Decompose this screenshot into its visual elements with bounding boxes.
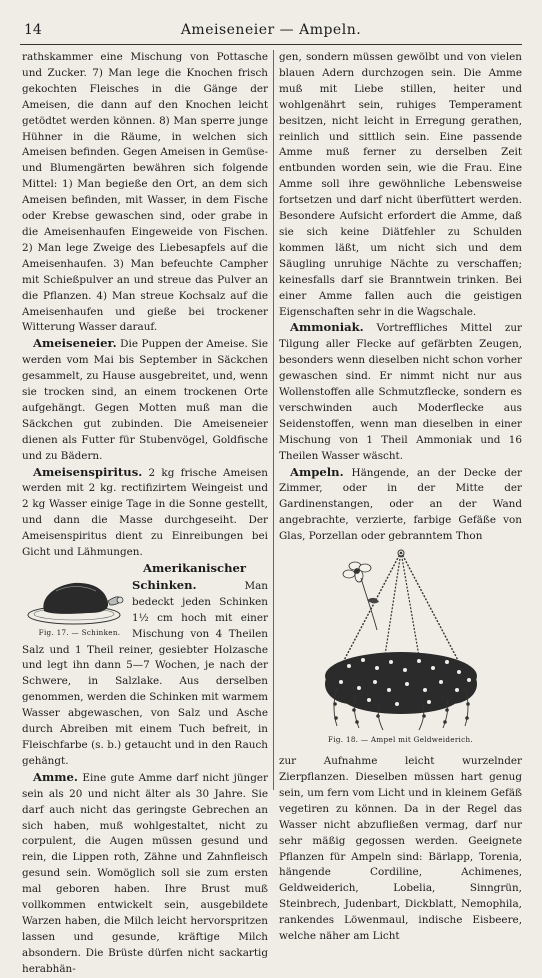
entry-text: zur Aufnahme leicht wurzelnder Zierpflanzen. Dieselben müssen hart genug sein, um fern vom Licht und in kleinem Gefäß vegetiren zu können. Da in der Regel das Wasser nicht abzufließen vermag, darf nur sehr mäßig gegossen werden. Geeignete Pflanzen für Ampeln sind: Bärlapp, Torenia, hängende Cordiline, Achimenes, Geldweiderich, Lobelia, Sinngrün, Steinbrech, Judenbart, Dickblatt, Nemophila, rankendes Löwenmaul, indische Eisbeere, welche näher am Licht <box>279 755 522 943</box>
figure-18 <box>279 548 522 750</box>
entry-text: Die Puppen der Ameise. Sie werden vom Mai bis September in Säckchen gesammelt, zu Hause ausgebreitet, und, wenn sie trocken sind, an einem trockenen Orte aufgehängt. Gegen Motten muß man die Säckchen gut zubinden. Die Ameiseneier dienen als Futter für Stubenvögel, Goldfische und zu Bädern. <box>22 338 268 462</box>
entry-headword: Ameiseneier. <box>33 336 117 351</box>
entry-headword: Amme. <box>33 769 78 784</box>
figure-caption: Fig. 17. — Schinken. <box>38 628 121 638</box>
page-header <box>20 18 522 45</box>
entry-text: gen, sondern müssen gewölbt und von vielen blauen Adern durchzogen sein. Die Amme muß mit Liebe stillen, heiter und wohlgenährt sein, ruhiges Temperament besitzen, nicht leicht in Erregung gerathen, reinlich und sittlich sein. Eine passende Amme muß ferner zu derselben Zeit entbunden worden sein, wie die Frau. Eine Amme soll ihre gewöhnliche Lebensweise fortsetzen und darf nicht überfüttert werden. Besondere Aufsicht erfordert die Amme, daß sie sich keine Diätfehler zu Schulden kommen läßt, um nicht sich und dem Säugling unruhige Nächte zu verschaffen; keinesfalls darf sie Branntwein trinken. Bei einer Amme fallen auch die geistigen Eigenschaften sehr in die Wagschale. <box>279 51 522 318</box>
entry-text: Eine gute Amme darf nicht jünger sein als 20 und nicht älter als 30 Jahre. Sie darf auch nicht das geringste Gebrechen an sich haben, muß wohlgestaltet, nicht zu corpulent, die Augen müssen gesund und rein, die Lippen roth, Zähne und Zahnfleisch gesund sein. Womöglich soll sie zum ersten mal geboren haben. Ihre Brust muß vollkommen entwickelt sein, ausgebildete Warzen haben, die Milch leicht hervorspritzen lassen und gesunde, kräftige Milch absondern. Die Brüste dürfen nicht sackartig herabhän- <box>22 771 268 975</box>
column-divider <box>273 50 274 790</box>
entry-headword: Amerikanischer Schinken. <box>132 561 247 592</box>
entry-ampeln-cont <box>279 754 522 945</box>
entry-schinken <box>22 561 268 770</box>
figure-17 <box>22 563 126 641</box>
entry-ameisenspiritus <box>22 465 268 561</box>
entry-ampeln <box>279 465 522 546</box>
entry-text: Man bedeckt jeden Schinken 1½ cm hoch mit einer Mischung von 4 Theilen Salz und 1 Theil reiner, gesiebter Holzasche und legt ihn dann 5—7 Wochen, je nach der Schwere, in Salzlake. Aus derselben genommen, werden die Schinken mit warmem Wasser abgewaschen, von Salz und Asche durch Abreiben mit einem Tuch befreit, in Fleischfarbe (s. b.) getaucht und in den Rauch gehängt. <box>22 579 268 767</box>
ham-illustration <box>22 563 126 629</box>
right-column <box>279 50 522 945</box>
entry-amme-cont <box>279 50 522 320</box>
entry-text: Hängende, an der Decke der Zimmer, oder in der Mitte der Gardinenstangen, oder an der Wand angebrachte, verzierte, farbige Gefäße von Glas, Porzellan oder gebranntem Thon <box>279 466 522 543</box>
entry-text: 2 kg frische Ameisen werden mit 2 kg. rectifizirtem Weingeist und 2 kg Wasser einige Tage in die Sonne gestellt, und dann die Masse durchgeseiht. Der Ameisenspiritus dient zu Einreibungen bei Gicht und Lähmungen. <box>22 466 268 559</box>
entry-ammoniak <box>279 320 522 464</box>
entry-text: rathskammer eine Mischung von Pottasche und Zucker. 7) Man lege die Knochen frisch gekochten Fleisches in die Gänge der Ameisen, die dann auf den Knochen leicht getödtet werden können. 8) Man sperre junge Hühner in die Räume, in welchen sich Ameisen befinden. Gegen Ameisen in Gemüse- und Blumengärten bewähren sich folgende Mittel: 1) Man begieße den Ort, an dem sich Ameisen befinden, mit Wasser, in dem Fische oder Krebse gewaschen sind, oder grabe in die Ameisenhaufen Eingeweide von Fischen. 2) Man lege Zweige des Liebesapfels auf die Ameisenhaufen. 3) Man befeuchte Campher mit Schießpulver an und streue das Pulver an die Pflanzen. 4) Man streue Kochsalz auf die Ameisenhaufen und gieße bei trockener Witterung Wasser darauf. <box>22 51 268 334</box>
running-head: Ameiseneier — Ampeln. <box>180 22 362 38</box>
entry-ameiseneier <box>22 336 268 464</box>
entry-headword: Ameisenspiritus. <box>33 464 143 479</box>
figure-caption: Fig. 18. — Ampel mit Geldweiderich. <box>327 735 473 745</box>
hanging-basket-illustration <box>279 548 522 736</box>
page-number: 14 <box>24 22 42 38</box>
entry-headword: Ammoniak. <box>290 320 364 335</box>
entry-headword: Ampeln. <box>290 464 344 479</box>
entry-amme <box>22 770 268 978</box>
entry-ameisen-cont <box>22 50 268 336</box>
left-column <box>22 50 268 978</box>
entry-text: Vortreffliches Mittel zur Tilgung aller Flecke auf gefärbten Zeugen, besonders wenn dieselben nicht schon vorher gewaschen sind. Er nimmt nicht nur aus Wollenstoffen alle Schmutzflecke, sondern es verschwinden auch Moderflecke aus Seidenstoffen, wenn man dieselben in einer Mischung von 1 Theil Ammoniak und 16 Theilen Wasser wäscht. <box>279 322 522 462</box>
